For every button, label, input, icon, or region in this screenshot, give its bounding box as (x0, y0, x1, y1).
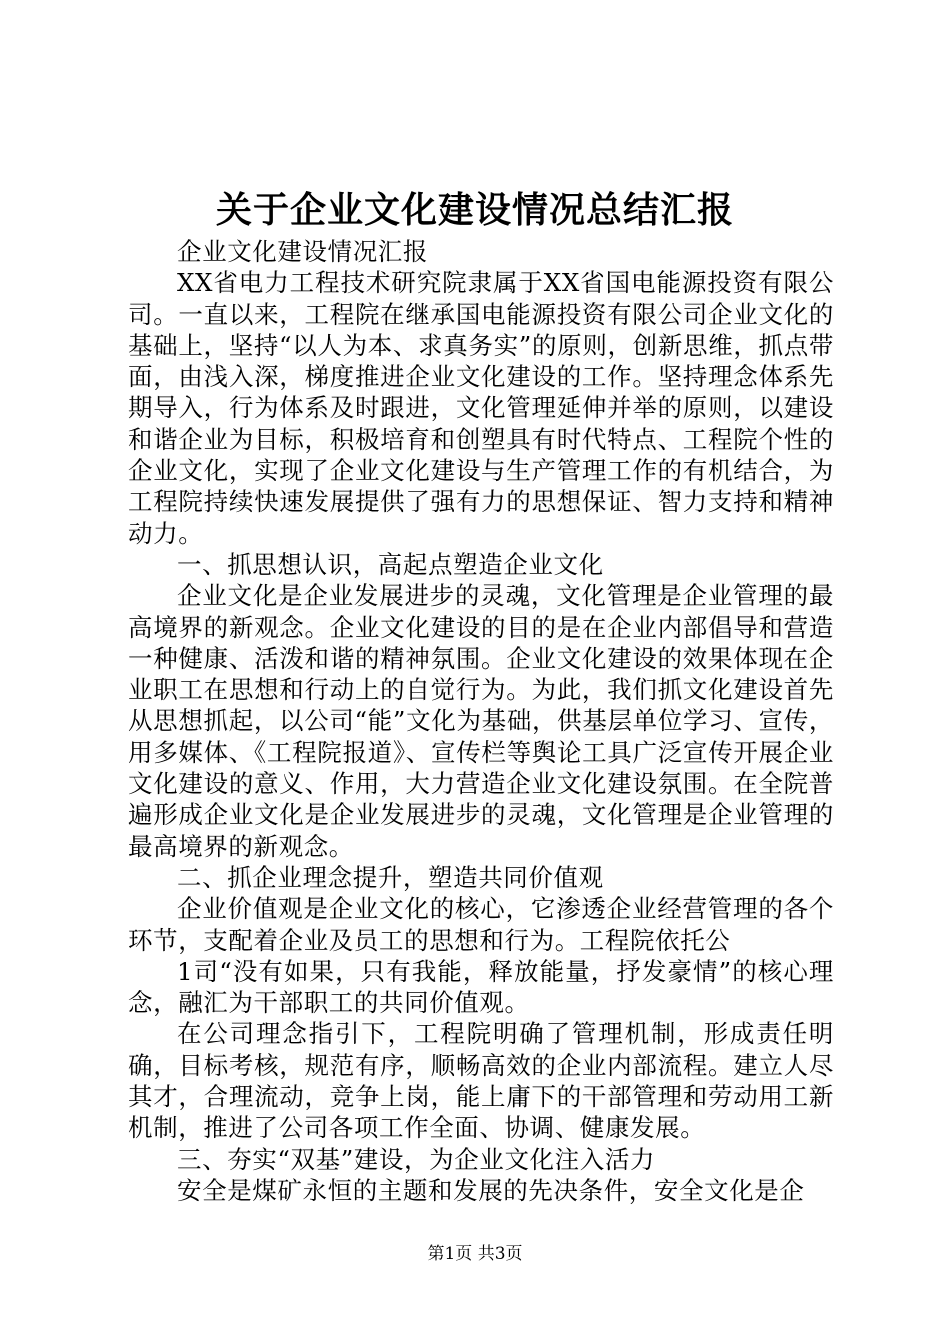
document-title: 关于企业文化建设情况总结汇报 (215, 189, 734, 231)
paragraph-subtitle: 企业文化建设情况汇报 (177, 237, 428, 266)
document-body (128, 236, 834, 1206)
page-footer: 第1页 共3页 (427, 1244, 523, 1264)
paragraph-section-2c: 在公司理念指引下，工程院明确了管理机制，形成责任明确，目标考核，规范有序，顺畅高效的企业内部流程。建立人尽其才，合理流动，竞争上岗，能上庸下的干部管理和劳动用工新机制，推进了公司各项工作全面、协调、健康发展。 (128, 1019, 834, 1143)
paragraph-section-2b: 1司“没有如果，只有我能，释放能量，抒发豪情”的核心理念，融汇为干部职工的共同价值观。 (128, 956, 834, 1018)
paragraph-section-2a: 企业价值观是企业文化的核心，它渗透企业经营管理的各个环节，支配着企业及员工的思想和行为。工程院依托公 (128, 894, 834, 955)
paragraph-section-3: 安全是煤矿永恒的主题和发展的先决条件，安全文化是企 (177, 1175, 805, 1205)
paragraph-section-1: 企业文化是企业发展进步的灵魂，文化管理是企业管理的最高境界的新观念。企业文化建设的目的是在企业内部倡导和营造一种健康、活泼和谐的精神氛围。企业文化建设的效果体现在企业职工在思想和行动上的自觉行为。为此，我们抓文化建设首先从思想抓起，以公司“能”文化为基础，供基层单位学习、宣传，用多媒体、《工程院报道》、宣传栏等舆论工具广泛宣传开展企业文化建设的意义、作用，大力营造企业文化建设氛围。在全院普遍形成企业文化是企业发展进步的灵魂，文化管理是企业管理的最高境界的新观念。 (128, 581, 834, 861)
section-heading-2: 二、抓企业理念提升，塑造共同价值观 (177, 862, 604, 892)
section-heading-3: 三、夯实“双基”建设，为企业文化注入活力 (177, 1144, 656, 1174)
section-heading-1: 一、抓思想认识，高起点塑造企业文化 (177, 549, 604, 579)
paragraph-intro: XX省电力工程技术研究院隶属于XX省国电能源投资有限公司。一直以来，工程院在继承国电能源投资有限公司企业文化的基础上，坚持“以人为本、求真务实”的原则，创新思维，抓点带面，由浅入深，梯度推进企业文化建设的工作。坚持理念体系先期导入，行为体系及时跟进，文化管理延伸并举的原则，以建设和谐企业为目标，积极培育和创塑具有时代特点、工程院个性的企业文化，实现了企业文化建设与生产管理工作的有机结合，为工程院持续快速发展提供了强有力的思想保证、智力支持和精神动力。 (128, 268, 834, 548)
